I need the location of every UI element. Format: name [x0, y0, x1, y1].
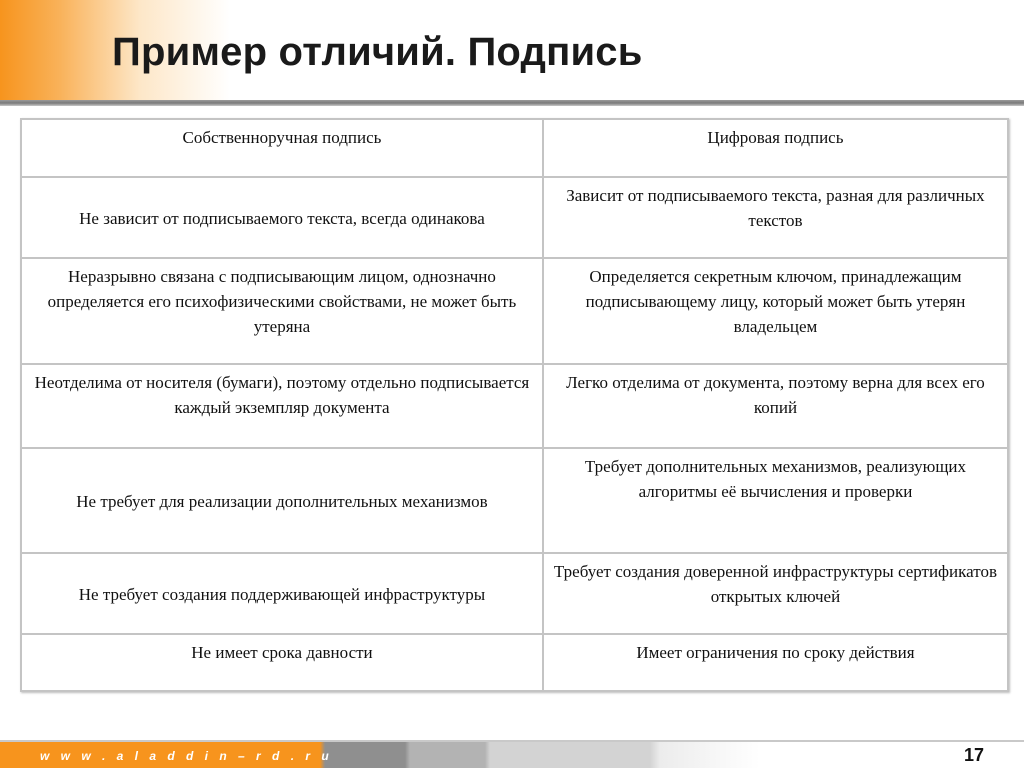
header-digital-signature: Цифровая подпись [543, 119, 1008, 177]
page-number: 17 [963, 745, 984, 765]
table-cell-handwritten: Не требует создания поддерживающей инфраструктуры [21, 553, 543, 634]
table-header-row [21, 119, 1008, 177]
table-row [21, 177, 1008, 258]
table-row [21, 553, 1008, 634]
table-cell-digital: Зависит от подписываемого текста, разная для различных текстов [543, 177, 1008, 258]
comparison-table [20, 118, 1009, 692]
table-cell-handwritten: Не зависит от подписываемого текста, всегда одинакова [21, 177, 543, 258]
table-cell-handwritten: Не требует для реализации дополнительных механизмов [21, 448, 543, 553]
slide-title: Пример отличий. Подпись [112, 30, 643, 74]
header-handwritten-signature: Собственноручная подпись [21, 119, 543, 177]
table-cell-handwritten: Не имеет срока давности [21, 634, 543, 691]
title-divider [0, 100, 1024, 106]
footer-website: w w w . a l a d d i n – r d . r u [40, 749, 333, 763]
table-row [21, 634, 1008, 691]
table-cell-digital: Требует дополнительных механизмов, реализующих алгоритмы её вычисления и проверки [543, 448, 1008, 553]
table-cell-digital: Определяется секретным ключом, принадлежащим подписывающему лицу, который может быть утерян владельцем [543, 258, 1008, 364]
table-cell-digital: Легко отделима от документа, поэтому верна для всех его копий [543, 364, 1008, 448]
table-cell-digital: Требует создания доверенной инфраструктуры сертификатов открытых ключей [543, 553, 1008, 634]
table-cell-handwritten: Неотделима от носителя (бумаги), поэтому отдельно подписывается каждый экземпляр документа [21, 364, 543, 448]
table-row [21, 364, 1008, 448]
table-row [21, 258, 1008, 364]
table-row [21, 448, 1008, 553]
table-cell-handwritten: Неразрывно связана с подписывающим лицом, однозначно определяется его психофизическими свойствами, не может быть утеряна [21, 258, 543, 364]
table-cell-digital: Имеет ограничения по сроку действия [543, 634, 1008, 691]
